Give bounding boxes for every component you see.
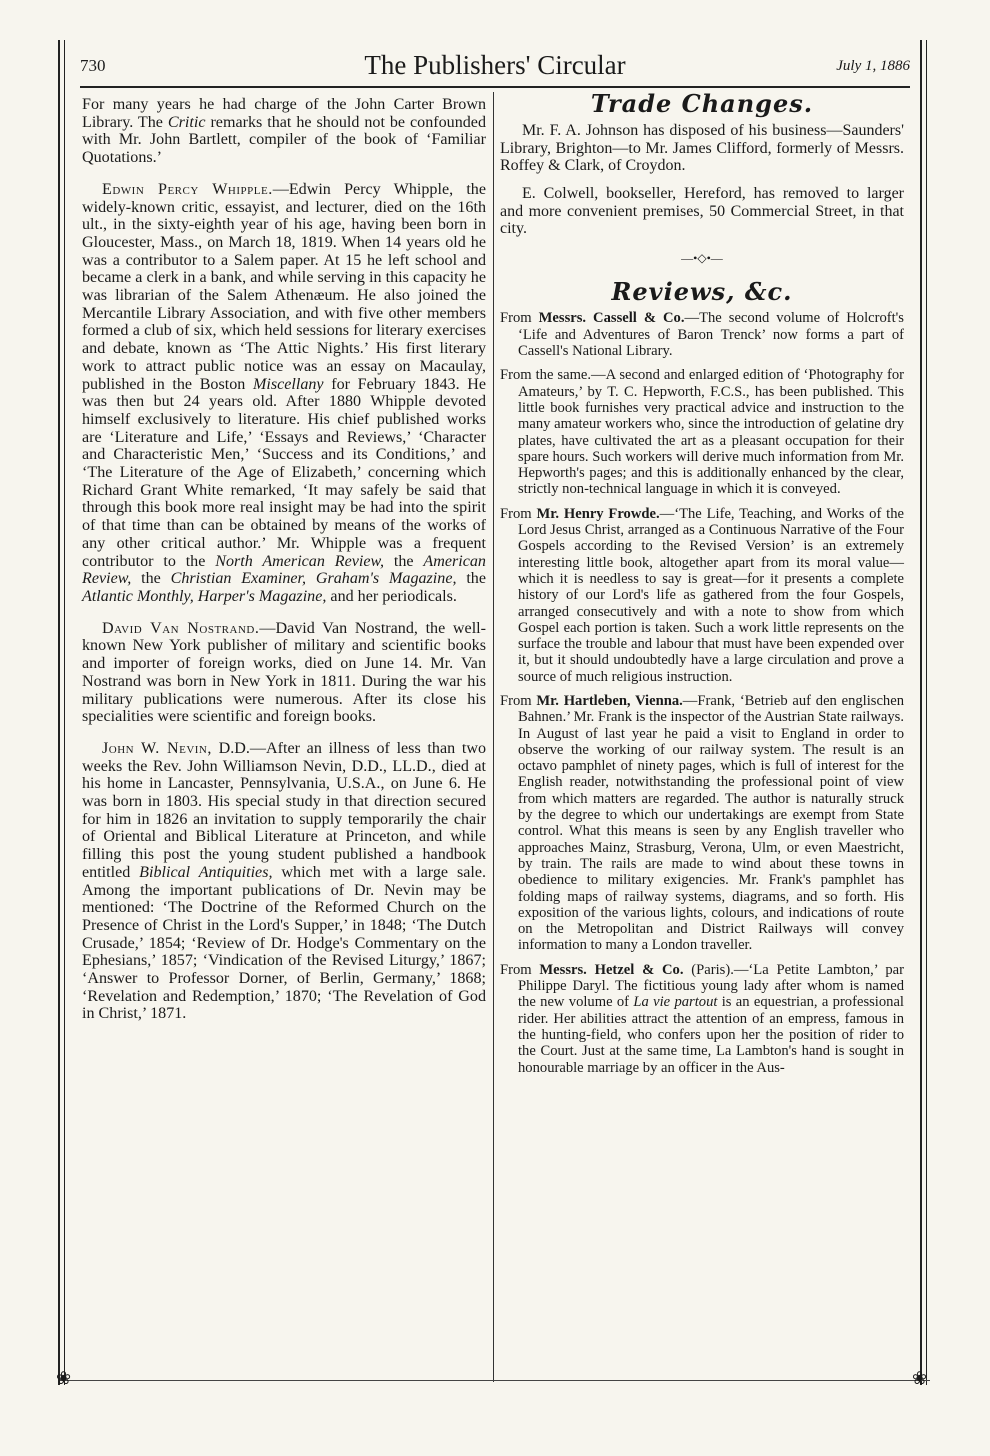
obituary-name: John W. Nevin,	[102, 739, 212, 757]
review-entry: From Mr. Henry Frowde.—‘The Life, Teaching, and Works of the Lord Jesus Christ, arranged as a Continuous Narrative of the Four Gospels according to the Revised Version’ is an extremely interesting little book, altogether apart from its moral value—which it is needless to say is great—for it presents a complete history of our Lord's life as gathered from the four Gospels, arranged consecutively and with a note to show from which Gospel each portion is taken. Such a work little represents on the surface the trouble and labour that must have been expended over it, but it should undoubtedly have a large circulation and prove a source of much religious instruction.	[500, 505, 904, 685]
trade-changes-heading: Trade Changes.	[590, 89, 814, 118]
column-divider	[493, 92, 494, 1382]
corner-ornament-icon: ❀	[56, 1368, 72, 1388]
right-margin-rule-inner	[926, 40, 927, 1385]
obituary-whipple: Edwin Percy Whipple.—Edwin Percy Whipple, the widely-known critic, essayist, and lecturer, died on the 16th ult., in the sixty-eighth year of his age, having been born in Gloucester, Mass., on March 18, 1819. When 14 years old he was a contributor to a Salem paper. At 15 he left school and became a clerk in a bank, and while serving in this capacity he was librarian of the Salem Athenæum. He also joined the Mercantile Library Association, and with five other members formed a club of six, which held sessions for literary exercises and debate, known as ‘The Attic Nights.’ His first literary work to attract public notice was an essay on Macaulay, published in the Boston Miscellany for February 1843. He was then but 24 years old. After 1880 Whipple devoted himself exclusively to literature. His chief published works are ‘Literature and Life,’ ‘Essays and Reviews,’ ‘Character and Characteristic Men,’ ‘Success and its Conditions,’ and ‘The Literature of the Age of Elizabeth,’ concerning which Richard Grant White remarked, ‘It may safely be said that through this book more real insight may be had into the spirit of that time than can be obtained by means of the works of any other critical author.’ Mr. Whipple was a frequent contributor to the North American Review, the American Review, the Christian Examiner, Graham's Magazine, the Atlantic Monthly, Harper's Magazine, and her periodicals.	[82, 180, 487, 605]
left-margin-rule	[58, 40, 60, 1385]
section-ornament: —•◇•—	[681, 250, 723, 265]
reviews-heading: Reviews, &c.	[611, 277, 793, 307]
obituary-continued: For many years he had charge of the John Carter Brown Library. The Critic remarks that he should not be confounded with Mr. John Bartlett, compiler of the book of ‘Familiar Quotations.’	[82, 96, 486, 167]
review-entry: From Messrs. Hetzel & Co. (Paris).—‘La Petite Lambton,’ par Philippe Daryl. The fictitious young lady after whom is named the new volume of La vie partout is an equestrian, a professional rider. Her abilities attract the attention of an empress, famous in the hunting-field, who confers upon her the position of rider to the Court. Just at the same time, La Lambton's hand is sought in honourable marriage by an officer in the Aus-	[500, 961, 904, 1076]
review-entry: From Messrs. Cassell & Co.—The second volume of Holcroft's ‘Life and Adventures of Baron Trenck’ now forms a part of Cassell's National Library.	[500, 310, 904, 360]
left-margin-rule-inner	[64, 40, 65, 1385]
footer-rule	[60, 1380, 930, 1381]
obituary-name: Edwin Percy Whipple.	[102, 180, 273, 198]
running-title: The Publishers' Circular	[364, 50, 626, 80]
review-entry: From Mr. Hartleben, Vienna.—Frank, ‘Betrieb auf den englischen Bahnen.’ Mr. Frank is the inspector of the Austrian State railways. In August of last year he paid a visit to England in order to observe the working of our railway system. The result is an octavo pamphlet of ninety pages, which is full of interest for the English reader, notwithstanding the professional point of view from which matters are regarded. The author is naturally struck by the degree to which our undertakings are exempt from State control. What this means is seen by any English traveller who approaches Mainz, Strasburg, Verona, Ulm, or even Maestricht, by train. The rails are made to wind about these towns in obedience to military exigencies. Mr. Frank's pamphlet has folding maps of railway systems, diagrams, and so forth. His exposition of the various lights, colours, and indications of route on the Metropolitan and District Railways will convey information to many a London traveller.	[500, 692, 905, 954]
review-entry: From the same.—A second and enlarged edition of ‘Photography for Amateurs,’ by T. C. Hepworth, F.C.S., has been published. This little book furnishes very practical advice and instruction to the many amateur workers who, since the introduction of gelatine dry plates, have cultivated the art as a pleasant occupation for their spare hours. Such workers will derive much information from Mr. Hepworth's pages; and this is additionally enhanced by the clear, strictly non-technical language in which it is conveyed.	[500, 367, 904, 498]
page-header	[80, 50, 910, 88]
obituary-name: David Van Nostrand.	[102, 619, 260, 637]
obituary-nevin: John W. Nevin, D.D.—After an illness of less than two weeks the Rev. John Williamson Nevin, D.D., LL.D., died at his home in Lancaster, Pennsylvania, U.S.A., on June 6. He was born in 1803. His special study in that direction secured for him in 1826 an invitation to supply temporarily the chair of Oriental and Biblical Literature at Princeton, and while filling this post the young student published a handbook entitled Biblical Antiquities, which met with a large sale. Among the important publications of Dr. Nevin may be mentioned: ‘The Doctrine of the Reformed Church on the Presence of Christ in the Lord's Supper,’ in 1848; ‘The Dutch Crusade,’ 1854; ‘Review of Dr. Hodge's Commentary on the Ephesians,’ 1857; ‘Vindication of the Revised Liturgy,’ 1867; ‘Answer to Professor Dorner, of Berlin, Germany,’ 1868; ‘Revelation and Redemption,’ 1870; ‘The Revelation of God in Christ,’ 1871.	[82, 739, 487, 1023]
trade-change-item: Mr. F. A. Johnson has disposed of his business—Saunders' Library, Brighton—to Mr. James Clifford, formerly of Messrs. Roffey & Clark, of Croydon.	[500, 122, 904, 175]
corner-ornament-icon: ❀	[912, 1368, 928, 1388]
trade-change-item: E. Colwell, bookseller, Hereford, has removed to larger and more convenient premises, 50 Commercial Street, in that city.	[500, 185, 904, 238]
issue-date: July 1, 1886	[836, 58, 910, 74]
right-column	[500, 89, 905, 1084]
left-column	[82, 96, 486, 1037]
obituary-van-nostrand: David Van Nostrand.—David Van Nostrand, the well-known New York publisher of military and scientific books and importer of foreign works, died on June 14. Mr. Van Nostrand was born in New York in 1811. During the war his military publications were numerous. After its close his specialities were scientific and foreign books.	[82, 619, 486, 726]
right-margin-rule	[920, 40, 922, 1385]
page-number: 730	[80, 56, 106, 75]
